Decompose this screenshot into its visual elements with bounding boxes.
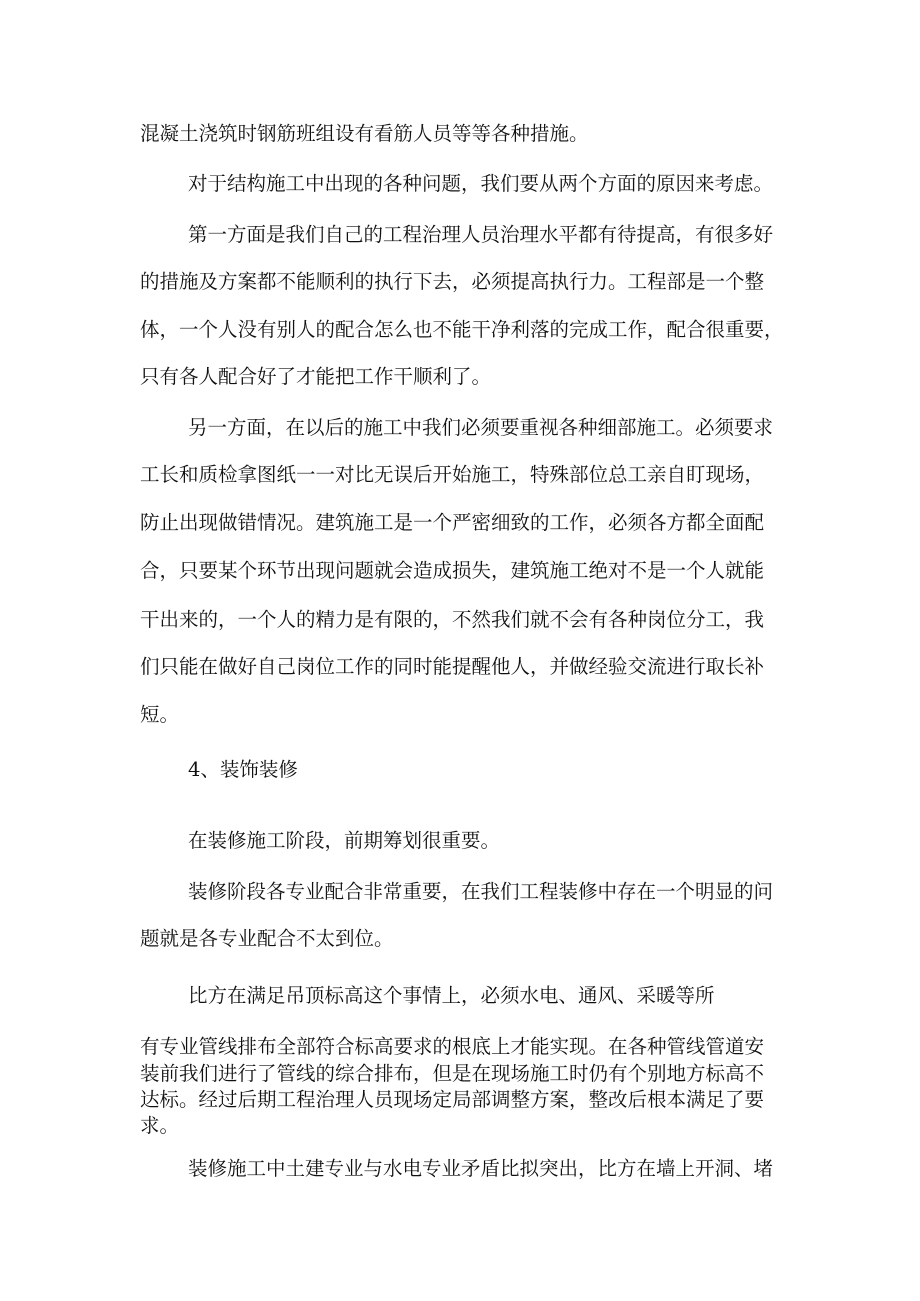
text-line: 装修阶段各专业配合非常重要，在我们工程装修中存在一个明显的问 <box>188 880 774 903</box>
text-line: 另一方面，在以后的施工中我们必须要重视各种细部施工。必须要求 <box>188 416 774 439</box>
text-line: 装修施工中土建专业与水电专业矛盾比拟突出，比方在墙上开洞、堵 <box>188 1157 774 1180</box>
text-line: 题就是各专业配合不太到位。 <box>140 927 394 950</box>
text-line: 有专业管线排布全部符合标高要求的根底上才能实现。在各种管线管道安 <box>140 1035 765 1058</box>
text-line: 只有各人配合好了才能把工作干顺利了。 <box>140 365 492 388</box>
text-line: 对于结构施工中出现的各种问题，我们要从两个方面的原因来考虑。 <box>188 172 774 195</box>
text-line: 们只能在做好自己岗位工作的同时能提醒他人，并做经验交流进行取长补 <box>140 655 765 678</box>
text-line: 工长和质检拿图纸一一对比无误后开始施工，特殊部位总工亲自盯现场， <box>140 463 765 486</box>
text-line: 达标。经过后期工程治理人员现场定局部调整方案，整改后根本满足了要 <box>140 1088 765 1111</box>
text-line: 第一方面是我们自己的工程治理人员治理水平都有待提高，有很多好 <box>188 223 774 246</box>
section-heading: 4、装饰装修 <box>188 758 298 781</box>
text-line: 合，只要某个环节出现问题就会造成损失，建筑施工绝对不是一个人就能 <box>140 559 765 582</box>
text-line: 干出来的，一个人的精力是有限的，不然我们就不会有各种岗位分工，我 <box>140 608 765 631</box>
text-line: 在装修施工阶段，前期筹划很重要。 <box>188 829 501 852</box>
text-line: 装前我们进行了管线的综合排布，但是在现场施工时仍有个别地方标高不 <box>140 1062 765 1085</box>
text-line: 的措施及方案都不能顺利的执行下去，必须提高执行力。工程部是一个整 <box>140 270 765 293</box>
text-line: 混凝土浇筑时钢筋班组设有看筋人员等等各种措施。 <box>140 122 589 145</box>
text-line: 短。 <box>140 703 180 726</box>
text-line: 求。 <box>140 1114 180 1137</box>
text-line: 比方在满足吊顶标高这个事情上，必须水电、通风、采暖等所 <box>188 984 715 1007</box>
text-line: 体，一个人没有别人的配合怎么也不能干净利落的完成工作，配合很重要， <box>140 318 784 341</box>
text-line: 防止出现做错情况。建筑施工是一个严密细致的工作，必须各方都全面配 <box>140 511 765 534</box>
